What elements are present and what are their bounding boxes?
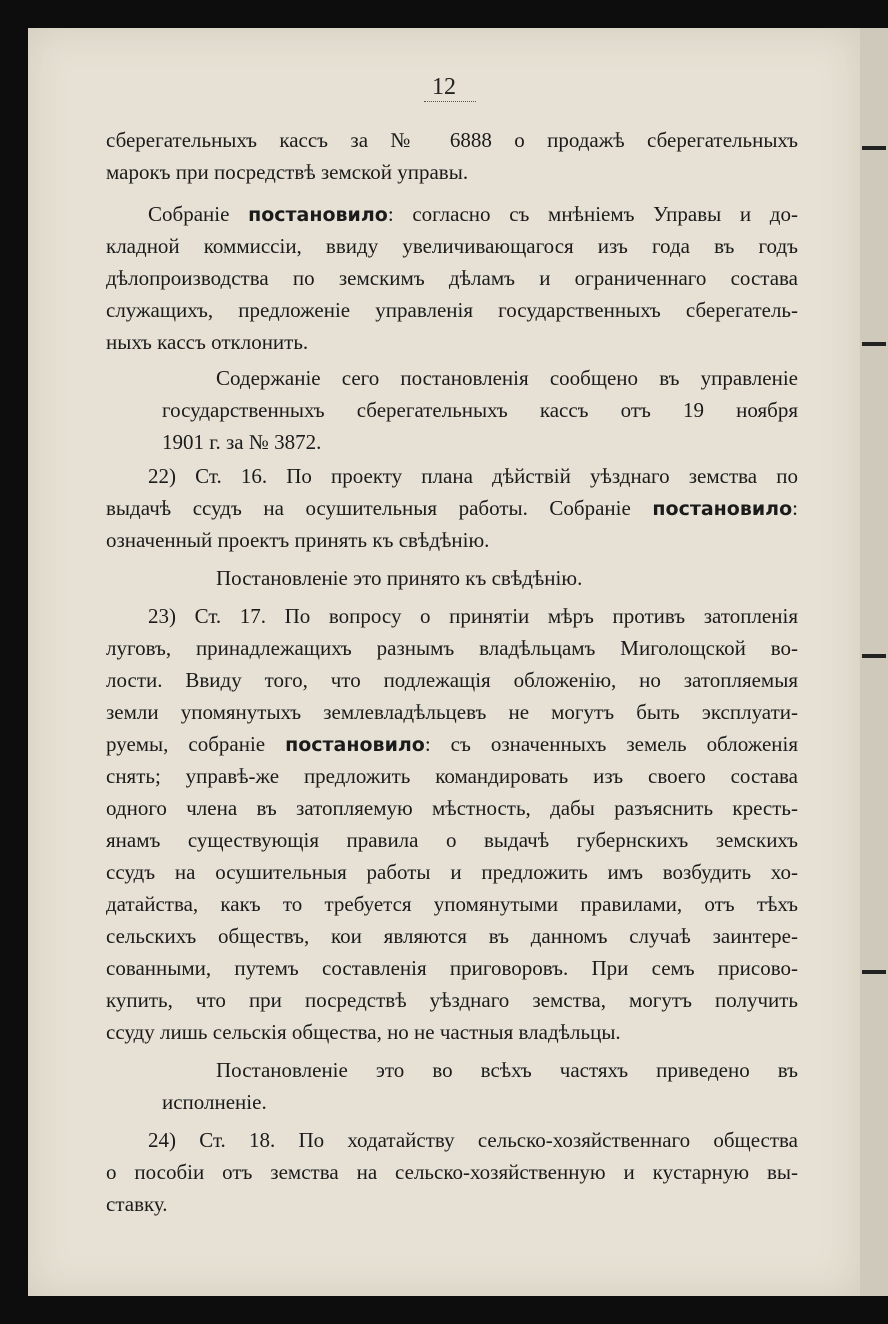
- text-line: выдачѣ ссудъ на осушительныя работы. Собраніе постановило:: [106, 496, 798, 520]
- text-line: кладной коммиссіи, ввиду увеличивающагося изъ года въ годъ: [106, 234, 798, 258]
- text-line: Содержаніе сего постановленія сообщено въ управленіе: [216, 366, 798, 390]
- text-line: ссуду лишь сельскія общества, но не частныя владѣльцы.: [106, 1020, 621, 1044]
- text-line: 1901 г. за № 3872.: [162, 430, 322, 454]
- text-line: государственныхъ сберегательныхъ кассъ отъ 19 ноября: [162, 398, 798, 422]
- emphasized-word: постановило: [248, 204, 388, 226]
- text-line: сованными, путемъ составленія приговоровъ. При семъ присово-: [106, 956, 798, 980]
- edge-mark: [862, 146, 886, 150]
- text-line: купить, что при посредствѣ уѣзднаго земства, могутъ получить: [106, 988, 798, 1012]
- text-line: сберегательныхъ кассъ за № 6888 о продажѣ сберегательныхъ: [106, 128, 798, 152]
- emphasized-word: постановило: [652, 498, 793, 520]
- text-line: руемы, собраніе постановило: съ означенныхъ земель обложенія: [106, 732, 798, 756]
- text-line: 24) Ст. 18. По ходатайству сельско-хозяйственнаго общества: [148, 1128, 798, 1152]
- text-line: исполненіе.: [162, 1090, 267, 1114]
- page-edge: [860, 28, 888, 1296]
- text-line: 23) Ст. 17. По вопросу о принятіи мѣръ противъ затопленія: [148, 604, 798, 628]
- text-line: одного члена въ затопляемую мѣстность, дабы разъяснить кресть-: [106, 796, 798, 820]
- text-line: земли упомянутыхъ землевладѣльцевъ не могутъ быть эксплуати-: [106, 700, 798, 724]
- text-line: ставку.: [106, 1192, 168, 1216]
- text-line: Собраніе постановило: согласно съ мнѣніемъ Управы и до-: [148, 202, 798, 226]
- text-line: служащихъ, предложеніе управленія государственныхъ сберегатель-: [106, 298, 798, 322]
- page-number: 12: [432, 74, 456, 100]
- text-line: марокъ при посредствѣ земской управы.: [106, 160, 469, 184]
- emphasized-word: постановило: [285, 734, 425, 756]
- page-number-ornament: [424, 101, 476, 102]
- text-line: лости. Ввиду того, что подлежащія обложенію, но затопляемыя: [106, 668, 798, 692]
- text-line: ссудъ на осушительныя работы и предложить имъ возбудить хо-: [106, 860, 798, 884]
- text-line: Постановленіе это принято къ свѣдѣнію.: [216, 566, 583, 590]
- text-line: сельскихъ обществъ, кои являются въ данномъ случаѣ заинтере-: [106, 924, 798, 948]
- text-line: 22) Ст. 16. По проекту плана дѣйствій уѣзднаго земства по: [148, 464, 798, 488]
- text-line: янамъ существующія правила о выдачѣ губернскихъ земскихъ: [106, 828, 798, 852]
- text-line: луговъ, принадлежащихъ разнымъ владѣльцамъ Миголощской во-: [106, 636, 798, 660]
- text-line: дѣлопроизводства по земскимъ дѣламъ и ограниченнаго состава: [106, 266, 798, 290]
- edge-mark: [862, 342, 886, 346]
- text-line: датайства, какъ то требуется упомянутыми правилами, отъ тѣхъ: [106, 892, 798, 916]
- text-line: о пособіи отъ земства на сельско-хозяйственную и кустарную вы-: [106, 1160, 798, 1184]
- text-line: означенный проектъ принять къ свѣдѣнію.: [106, 528, 490, 552]
- text-line: Постановленіе это во всѣхъ частяхъ приведено въ: [216, 1058, 798, 1082]
- text-line: ныхъ кассъ отклонить.: [106, 330, 309, 354]
- edge-mark: [862, 970, 886, 974]
- edge-mark: [862, 654, 886, 658]
- text-line: снять; управѣ-же предложить командировать изъ своего состава: [106, 764, 798, 788]
